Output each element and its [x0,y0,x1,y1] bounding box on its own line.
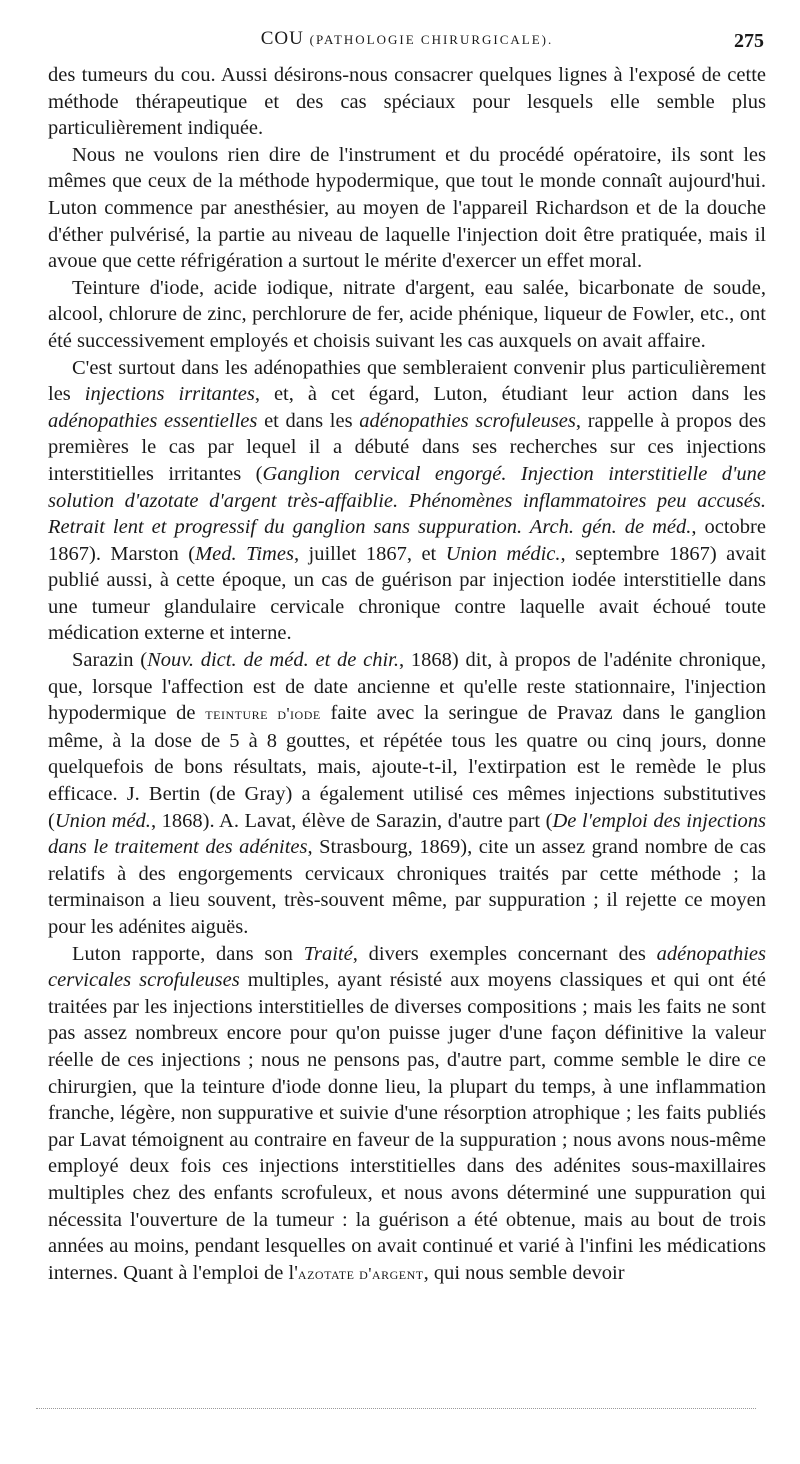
text-run: Nous ne voulons rien dire de l'instrument et du procédé opératoire, ils sont les mêmes que ceux de la méthode hypodermique, que tout le monde connaît aujourd'hui. Luton commence par anesthésier, au moyen de l'appareil Richardson et de la douche d'éther pulvérisé, la partie au niveau de laquelle l'injection doit être pratiquée, mais il avoue que cette réfrigération a surtout le mérite d'exercer un effet moral. [48,143,766,273]
small-caps-text: azotate d'argent [297,1263,424,1283]
text-run: , 1868). A. Lavat, élève de Sarazin, d'autre part ( [150,809,553,832]
text-run: , divers exemples concernant des [352,942,657,965]
text-run: , septembre 1867) avait publié aussi, à cette époque, un cas de guérison par injection iodée interstitielle dans une tumeur glandulaire cervicale chronique contre laquelle avait échoué toute médication externe et interne. [48,542,766,645]
paragraph [48,941,766,1288]
body-text [48,62,766,1287]
text-run: , rappelle à propos des premières le cas par lequel il a débuté dans ses recherches sur ces injections interstitielles irritantes ( [48,409,766,485]
paragraph [48,275,766,355]
italic-text: Union médic. [445,542,561,565]
text-run: Sarazin ( [72,649,148,672]
italic-text: adénopathies essentielles [48,409,258,432]
page-header [48,28,766,56]
italic-text: Nouv. dict. de méd. et de chir. [147,649,400,672]
italic-text: Ganglion cervical engorgé. Injection interstitielle d'une solution d'azotate d'argent très-affaiblie. Phénomènes inflammatoires peu accusés. Retrait lent et progressif du ganglion sans suppuration. Arch. gén. de méd. [48,462,766,539]
text-run: , et, à cet égard, Luton, étudiant leur action dans les [254,383,766,406]
italic-text: Traité [303,942,353,965]
text-run: , qui nous semble devoir [423,1261,625,1284]
running-subtitle: (PATHOLOGIE CHIRURGICALE). [309,32,554,47]
text-run: , Strasbourg, 1869), cite un assez grand nombre de cas relatifs à des engorgements cervicaux chroniques traités par cette méthode ; la terminaison a lieu souvent, très-souvent même, par suppuration ; il rejette ce moyen pour les adénites aiguës. [48,836,766,938]
text-run: multiples, ayant résisté aux moyens classiques et qui ont été traitées par les injections interstitielles de diverses compositions ; mais les faits ne sont pas assez nombreux encore pour qu'on puisse juger d'une façon définitive la valeur réelle de ces injections ; nous ne pensons pas, d'autre part, comme semble le dire ce chirurgien, que la teinture d'iode donne lieu, la plupart du temps, à une inflammation franche, légère, non suppurative et suivie d'une résorption atrophique ; les faits publiés par Lavat témoignent au contraire en faveur de la suppuration ; nous avons nous-même employé deux fois ces injections interstitielles dans des adénites sous-maxillaires multiples chez des enfants scrofuleux, et nous avons déterminé une suppuration qui nécessita l'ouverture de la tumeur : la guérison a été obtenue, mais au bout de trois années au moins, pendant lesquelles on avait continué et varié à l'infini les médications internes. Quant à l'emploi de l' [48,969,766,1284]
paragraph [48,62,766,142]
running-title: COU [260,28,304,49]
italic-text: Med. Times [195,542,294,565]
page [48,28,766,1287]
running-head [48,28,766,50]
paragraph [48,355,766,648]
italic-text: Union méd. [54,809,151,832]
italic-text: injections irritantes [84,383,255,406]
italic-text: adénopathies scrofuleuses [359,409,576,432]
page-bottom-rule [36,1408,756,1409]
text-run: des tumeurs du cou. Aussi désirons-nous consacrer quelques lignes à l'exposé de cette méthode thérapeutique et des cas spéciaux pour lesquels elle semble plus particulièrement indiquée. [48,64,766,140]
paragraph [48,647,766,941]
paragraph [48,142,766,275]
text-run: , juillet 1867, et [293,542,446,565]
text-run: Luton rapporte, dans son [72,942,304,965]
text-run: , 1868) dit, à propos de l'adénite chronique, que, lorsque l'affection est de date ancienne et qu'elle reste stationnaire, l'injection hypodermique de [48,649,767,725]
italic-text: De l'emploi des injections dans le traitement des adénites [48,809,767,859]
italic-text: adénopathies cervicales scrofuleuses [48,942,766,992]
text-run: faite avec la seringue de Pravaz dans le ganglion même, à la dose de 5 à 8 gouttes, et répétée tous les quatre ou cinq jours, donne quelquefois de bons résultats, mais, ajoute-t-il, l'extirpation est le remède le plus efficace. J. Bertin (de Gray) a également utilisé ces mêmes injections substitutives ( [48,702,767,832]
text-run: et dans les [257,409,360,432]
text-run: Teinture d'iode, acide iodique, nitrate d'argent, eau salée, bicarbonate de soude, alcool, chlorure de zinc, perchlorure de fer, acide phénique, liqueur de Fowler, etc., ont été successivement employés et choisis suivant les cas auxquels on avait affaire. [48,276,766,352]
text-run: C'est surtout dans les adénopathies que sembleraient convenir plus particulièrement les [48,356,766,406]
small-caps-text: teinture d'iode [205,704,321,724]
text-run: , octobre 1867). Marston ( [48,516,766,565]
page-number: 275 [734,30,764,52]
